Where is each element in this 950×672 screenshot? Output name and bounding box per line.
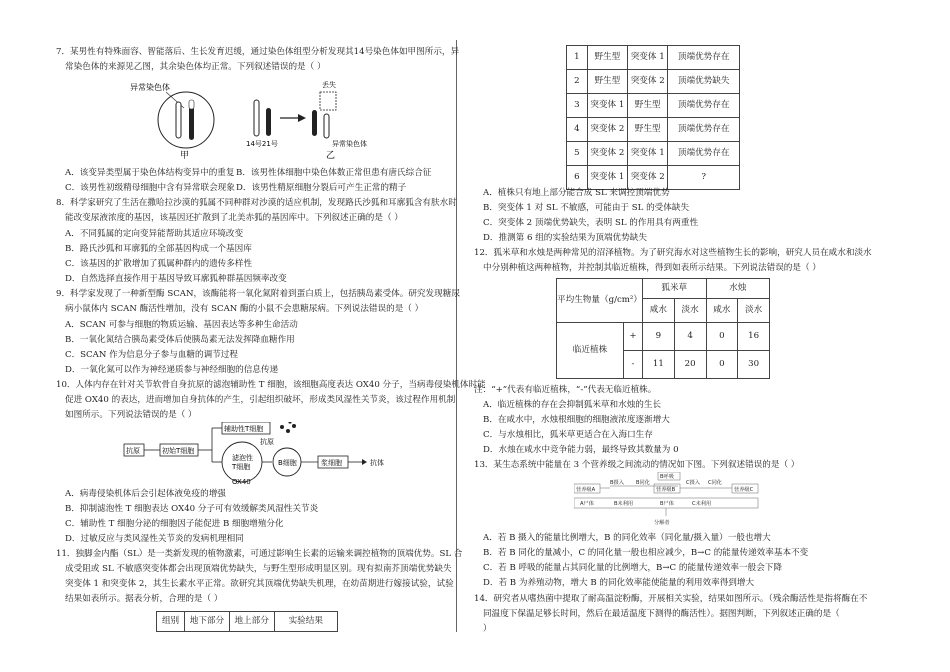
q13-figure <box>574 472 774 530</box>
q11-table-body <box>566 45 740 190</box>
table-row: 4 突变体 2 野生型 顶端优势存在 <box>567 118 740 142</box>
fig-b-resp: B呼吸 <box>660 474 674 480</box>
fig-tcell: T细胞 <box>232 463 251 471</box>
q10-option-b[interactable]: B．抑制滤泡性 T 细胞表达 OX40 分子可有效缓解类风湿性关节炎 <box>65 504 319 514</box>
q7-option-d[interactable]: D．该男性精原细胞分裂后可产生正常的精子 <box>236 183 407 193</box>
fig-b-assim: B同化 <box>636 480 650 486</box>
q11-option-b[interactable]: B．突变体 1 对 SL 不敏感，可能由于 SL 的受体缺失 <box>483 203 690 213</box>
q7-option-c[interactable]: C．该男性初级精母细胞中含有异常联会现象 <box>65 183 235 193</box>
table-row: 5 突变体 2 突变体 1 顶端优势存在 <box>567 142 740 166</box>
fig-antigen: 抗原 <box>126 447 140 455</box>
q10-stem-line3: 如图所示。下列说法错误的是（ ） <box>65 410 197 420</box>
th-aboveground: 地上部分 <box>229 612 274 632</box>
q10-option-c[interactable]: C．辅助性 T 细胞分泌的细胞因子能促进 B 细胞增殖分化 <box>65 519 284 529</box>
q10-stem-line1: 10．人体内存在针对关节软骨自身抗原的滤泡辅助性 T 细胞，该细胞高度表达 OX40 分子，当病毒侵染机体时能 <box>56 380 486 390</box>
q7-figure <box>126 78 446 160</box>
fig-helper: 辅助性T细胞 <box>224 425 264 433</box>
q12-table: 平均生物量（g/cm²） 狐米草 水烛 咸水 淡水 咸水 淡水 临近植株 + 9 4 0 16 - 11 20 0 30 <box>556 278 770 379</box>
q11-option-a[interactable]: A．植株只有地上部分能合成 SL 来调控顶端优势 <box>483 188 670 198</box>
fig-antigen2: 抗原 <box>260 438 274 446</box>
fig-b-consume: B摄入 <box>610 480 624 486</box>
q12-option-a[interactable]: A．临近植株的存在会抑制狐米草和水烛的生长 <box>483 400 662 410</box>
q10-figure <box>122 422 412 484</box>
label-jia: 甲 <box>180 151 190 160</box>
q10-option-d[interactable]: D．过敏反应与类风湿性关节炎的发病机理相同 <box>65 534 244 544</box>
q8-option-c[interactable]: C．该基因的扩散增加了狐属种群内的遗传多样性 <box>65 259 253 269</box>
q11-option-c[interactable]: C．突变体 2 顶端优势缺失，表明 SL 的作用具有两重性 <box>483 218 699 228</box>
fig-abnormal2-label: 异常染色体 <box>332 140 367 148</box>
table-row: 临近植株 + 9 4 0 16 <box>557 323 770 351</box>
table-row: - 11 20 0 30 <box>557 351 770 379</box>
q14-stem-line3: ） <box>483 624 492 634</box>
fig-b-unused: B未利用 <box>614 501 634 507</box>
fig-c-consume: C摄入 <box>686 480 700 486</box>
q8-stem-line1: 8．科学家研究了生活在撒哈拉沙漠的狐属不同种群对沙漠的适应机制，发现路氏沙狐和耳廓狐含有肤水时 <box>56 198 457 208</box>
q12-option-b[interactable]: B．在咸水中，水烛根细胞的细胞液浓度逐渐增大 <box>483 415 670 425</box>
fig-antibody: 抗体 <box>370 459 384 467</box>
q10-option-a[interactable]: A．病毒侵染机体后会引起体液免疫的增强 <box>65 489 226 499</box>
label-yi: 乙 <box>326 151 336 160</box>
cell-jia <box>158 92 214 148</box>
table-row: 3 突变体 1 野生型 顶端优势存在 <box>567 94 740 118</box>
fig-ox40: OX40 <box>232 478 251 484</box>
q12-option-d[interactable]: D．水烛在咸水中竞争能力弱，最终导致其数量为 0 <box>483 445 679 455</box>
fig-abnormal-label: 异常染色体 <box>130 83 170 92</box>
fig-next-level: 营养级C <box>734 487 754 493</box>
fig-lost-label: 丢失 <box>322 81 336 89</box>
th-group: 组别 <box>157 612 185 632</box>
table-row: 6 突变体 1 突变体 2 ? <box>567 166 740 190</box>
q11-option-d[interactable]: D．推测第 6 组的实验结果为顶端优势缺失 <box>483 233 647 243</box>
q9-stem-line2: 病小鼠体内 SCAN 酶活性增加，没有 SCAN 酶的小鼠不会患糖尿病。下列说法错误的是（ ） <box>65 304 424 314</box>
q14-stem-line2: 同温度下保温足够长时间，然后在最适温度下测得的酶活性）。据图判断，下列叙述正确的是（ <box>483 609 840 619</box>
fig-producer: 营养级A <box>576 487 596 493</box>
q12-option-c[interactable]: C．与水烛相比，狐米草更适合在入海口生存 <box>483 430 653 440</box>
q11-table-header <box>156 611 338 632</box>
fig-c-unused: C未利用 <box>692 501 712 507</box>
q11-stem-line1: 11．独脚金内酯（SL）是一类新发现的植物激素，可通过影响生长素的运输来调控植物的顶端优势。SL 合 <box>56 549 463 559</box>
q7-option-a[interactable]: A．该变异类型属于染色体结构变异中的重复 <box>65 168 235 178</box>
q8-stem-line2: 能改变尿液浓度的基因，该基因还扩散到了北美赤狐的基因库中。下列叙述正确的是（ ） <box>65 213 403 223</box>
q13-stem: 13．某生态系统中能量在 3 个营养级之间流动的情况如下图。下列叙述错误的是（ ） <box>474 460 800 470</box>
q7-stem-line1: 7．某男性有特殊面容、智能落后、生长发育迟缓，通过染色体组型分析发现其14号染色体如甲图所示，异 <box>56 47 460 57</box>
q13-option-c[interactable]: C．若 B 呼吸的能量占其同化量的比例增大，B→C 的能量传递效率一般会下降 <box>483 563 782 573</box>
q12-stem-line2: 中分别种植这两种植物，并控制其临近植株，得到如表所示结果。下列说法错误的是（ ） <box>483 263 821 273</box>
fig-b-corpse: B尸体 <box>660 501 674 507</box>
q10-stem-line2: 促进 OX40 的表达，进而增加自身抗体的产生，引起组织破坏，形成类风湿性关节炎，该过程作用机制 <box>65 395 456 405</box>
q9-option-b[interactable]: B．一氧化氮结合胰岛素受体后使胰岛素无法发挥降血糖作用 <box>65 335 295 345</box>
row-label: 临近植株 <box>557 323 624 379</box>
column-divider <box>456 40 457 632</box>
q12-stem-line1: 12．狐米草和水烛是两种常见的沼泽植物。为了研究海水对这些植物生长的影响，研究人员在咸水和淡水 <box>474 248 872 258</box>
fig-plasma: 浆细胞 <box>321 459 342 467</box>
q13-option-a[interactable]: A．若 B 摄入的能量比例增大，B 的同化效率（同化量/摄入量）一般也增大 <box>483 533 771 543</box>
q9-stem-line1: 9．科学家发现了一种新型酶 SCAN，该酶能将一氧化氮附着到蛋白质上，包括胰岛素受体。研究发现糖尿 <box>56 289 460 299</box>
fig-14-21-label: 14号21号 <box>246 140 278 148</box>
table-row: 2 野生型 突变体 2 顶端优势缺失 <box>567 70 740 94</box>
th-biomass: 平均生物量（g/cm²） <box>557 279 643 323</box>
fig-decomposer: 分解者 <box>654 520 670 526</box>
fig-naive: 初始T细胞 <box>162 447 195 455</box>
table-row: 1 野生型 突变体 1 顶端优势存在 <box>567 46 740 70</box>
q12-note: 注：“+”代表有临近植株，“-”代表无临近植株。 <box>474 385 657 395</box>
q11-stem-line2: 成受阻或 SL 不敏感突变体都会出现顶端优势缺失，与野生型形成明显区别。现有拟南芥顶端优势缺失 <box>65 564 452 574</box>
fig-a-corpse: A尸体 <box>580 501 594 507</box>
th-grass: 狐米草 <box>643 279 707 299</box>
q13-option-b[interactable]: B．若 B 同化的量减小，C 的同化量一般也相应减少，B→C 的能量传递效率基本不变 <box>483 548 809 558</box>
q8-option-d[interactable]: D．自然选择直接作用于基因导致耳廓狐种群基因频率改变 <box>65 274 287 284</box>
th-cattail: 水烛 <box>706 279 770 299</box>
q14-stem-line1: 14．研究者从嗜热菌中提取了耐高温淀粉酶，开展相关实验，结果如图所示。（残余酶活性是指将酶在不 <box>474 594 868 604</box>
th-result: 实验结果 <box>274 612 337 632</box>
q8-option-b[interactable]: B．路氏沙狐和耳廓狐的全部基因构成一个基因库 <box>65 244 252 254</box>
fig-b-level: 营养级B <box>656 487 676 493</box>
q9-option-a[interactable]: A．SCAN 可参与细胞的物质运输、基因表达等多种生命活动 <box>65 320 298 330</box>
q13-option-d[interactable]: D．若 B 为养殖动物，增大 B 的同化效率能使能量的利用效率得到增大 <box>483 578 755 588</box>
q7-option-b[interactable]: B．该男性体细胞中染色体数正常但患有唐氏综合征 <box>236 168 432 178</box>
th-underground: 地下部分 <box>185 612 230 632</box>
fig-follicular: 滤泡性 <box>232 454 253 462</box>
q7-stem-line2: 常染色体的来源见乙图，其余染色体均正常。下列叙述错误的是（ ） <box>65 62 326 72</box>
fig-c-assim: C同化 <box>708 480 722 486</box>
q9-option-d[interactable]: D．一氧化氮可以作为神经递质参与神经细胞的信息传递 <box>65 365 279 375</box>
q11-stem-line3: 突变体 1 和突变体 2，其生长素水平正常。欲研究其顶端优势缺失机理，在幼苗期进行嫁接试验，试验 <box>65 579 454 589</box>
q8-option-a[interactable]: A．不同狐属的定向变异能帮助其适应环境改变 <box>65 229 244 239</box>
q9-option-c[interactable]: C．SCAN 作为信息分子参与血糖的调节过程 <box>65 350 238 360</box>
q11-stem-line4: 结果如表所示。据表分析，合理的是（ ） <box>65 594 223 604</box>
fig-bcell: B细胞 <box>278 459 297 467</box>
